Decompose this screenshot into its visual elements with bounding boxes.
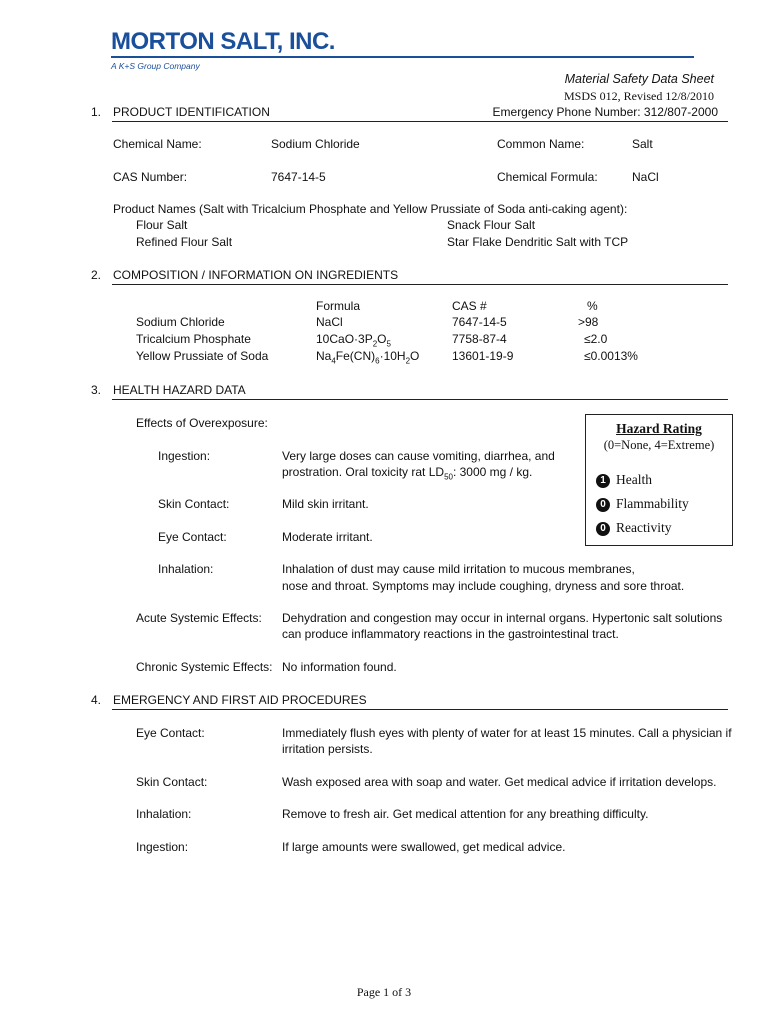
cas-number-label: CAS Number: xyxy=(113,170,188,184)
product-name: Flour Salt xyxy=(136,218,188,232)
hazard-rating-scale: (0=None, 4=Extreme) xyxy=(603,438,715,452)
hazard-health-row xyxy=(596,472,652,488)
ingredient-formula: NaCl xyxy=(316,315,343,329)
hazard-rating-box xyxy=(585,414,733,546)
section-2-number: 2. xyxy=(91,268,102,282)
common-name-value: Salt xyxy=(632,137,653,151)
skin-contact-label: Skin Contact: xyxy=(158,497,230,511)
hazard-reactivity-label: Reactivity xyxy=(616,520,672,535)
hazard-reactivity-row xyxy=(596,520,671,536)
column-header-cas: CAS # xyxy=(452,299,487,313)
skin-contact-text: Mild skin irritant. xyxy=(282,497,369,511)
first-aid-inhalation-label: Inhalation: xyxy=(136,807,192,821)
first-aid-eye-text: Immediately flush eyes with plenty of water for at least 15 minutes. Call a physician if xyxy=(282,726,732,740)
ingestion-text: Very large doses can cause vomiting, diarrhea, and xyxy=(282,449,555,463)
eye-contact-text: Moderate irritant. xyxy=(282,530,373,544)
ingredient-name: Tricalcium Phosphate xyxy=(136,332,251,346)
section-4-rule xyxy=(112,709,728,710)
product-name: Star Flake Dendritic Salt with TCP xyxy=(447,235,629,249)
chronic-effects-label: Chronic Systemic Effects: xyxy=(136,660,273,674)
chronic-effects-text: No information found. xyxy=(282,660,397,674)
section-1-title: PRODUCT IDENTIFICATION xyxy=(113,105,270,119)
section-3-number: 3. xyxy=(91,383,102,397)
product-name: Snack Flour Salt xyxy=(447,218,536,232)
product-names-heading: Product Names (Salt with Tricalcium Phosphate and Yellow Prussiate of Soda anti-caking agent): xyxy=(113,202,628,216)
inhalation-label: Inhalation: xyxy=(158,562,214,576)
first-aid-skin-text: Wash exposed area with soap and water. Get medical advice if irritation develops. xyxy=(282,775,717,789)
emergency-phone: Emergency Phone Number: 312/807-2000 xyxy=(492,105,718,119)
acute-effects-label: Acute Systemic Effects: xyxy=(136,611,262,625)
ingredient-cas: 13601-19-9 xyxy=(452,349,514,363)
hazard-reactivity-value: 0 xyxy=(596,522,610,536)
hazard-flammability-label: Flammability xyxy=(616,496,689,511)
company-tagline: A K+S Group Company xyxy=(111,61,200,71)
document-title: Material Safety Data Sheet xyxy=(564,72,714,86)
page-number: Page 1 of 3 xyxy=(356,985,412,999)
ingredient-name: Sodium Chloride xyxy=(136,315,225,329)
ingredient-percent: ≤2.0 xyxy=(584,332,608,346)
chemical-formula-label: Chemical Formula: xyxy=(497,170,598,184)
ingredient-formula: $Na_4Fe(CN)_6\cdot 10H_2O$ xyxy=(316,349,420,366)
ingestion-text: prostration. Oral toxicity rat $LD_{50}$: 3000 mg / kg. xyxy=(282,465,533,482)
section-1-number: 1. xyxy=(91,105,102,119)
section-4-title: EMERGENCY AND FIRST AID PROCEDURES xyxy=(113,693,367,707)
first-aid-eye-text: irritation persists. xyxy=(282,742,373,756)
inhalation-text: Inhalation of dust may cause mild irritation to mucous membranes, xyxy=(282,562,635,576)
revision-line: MSDS 012, Revised 12/8/2010 xyxy=(563,89,714,103)
acute-effects-text: can produce inflammatory reactions in the gastrointestinal tract. xyxy=(282,627,619,641)
ingredient-cas: 7647-14-5 xyxy=(452,315,507,329)
company-logo: MORTON SALT, INC. xyxy=(111,28,335,55)
inhalation-text: nose and throat. Symptoms may include coughing, dryness and sore throat. xyxy=(282,579,685,593)
ingredient-name: Yellow Prussiate of Soda xyxy=(136,349,269,363)
ingestion-label: Ingestion: xyxy=(158,449,211,463)
ingredient-percent: >98 xyxy=(578,315,599,329)
hazard-health-label: Health xyxy=(616,472,652,487)
cas-number-value: 7647-14-5 xyxy=(271,170,326,184)
product-name: Refined Flour Salt xyxy=(136,235,233,249)
hazard-flammability-row xyxy=(596,496,689,512)
ingredient-cas: 7758-87-4 xyxy=(452,332,507,346)
first-aid-inhalation-text: Remove to fresh air. Get medical attention for any breathing difficulty. xyxy=(282,807,649,821)
section-3-rule xyxy=(112,399,728,400)
chemical-name-value: Sodium Chloride xyxy=(271,137,360,151)
acute-effects-text: Dehydration and congestion may occur in internal organs. Hypertonic salt solutions xyxy=(282,611,723,625)
column-header-formula: Formula xyxy=(316,299,361,313)
section-1-rule xyxy=(112,121,728,122)
logo-rule xyxy=(111,56,694,58)
section-4-number: 4. xyxy=(91,693,102,707)
ingredient-formula: $10CaO\cdot 3P_2O_5$ xyxy=(316,332,391,349)
first-aid-ingestion-text: If large amounts were swallowed, get medical advice. xyxy=(282,840,566,854)
column-header-percent: % xyxy=(587,299,598,313)
eye-contact-label: Eye Contact: xyxy=(158,530,227,544)
hazard-rating-title: Hazard Rating xyxy=(616,421,702,436)
first-aid-skin-label: Skin Contact: xyxy=(136,775,208,789)
hazard-health-value: 1 xyxy=(596,474,610,488)
section-2-rule xyxy=(112,284,728,285)
chemical-name-label: Chemical Name: xyxy=(113,137,202,151)
chemical-formula-value: NaCl xyxy=(632,170,659,184)
section-3-title: HEALTH HAZARD DATA xyxy=(113,383,246,397)
hazard-flammability-value: 0 xyxy=(596,498,610,512)
first-aid-ingestion-label: Ingestion: xyxy=(136,840,189,854)
ingredient-percent: ≤0.0013% xyxy=(584,349,638,363)
effects-of-overexposure-label: Effects of Overexposure: xyxy=(136,416,268,430)
common-name-label: Common Name: xyxy=(497,137,585,151)
first-aid-eye-label: Eye Contact: xyxy=(136,726,205,740)
section-2-title: COMPOSITION / INFORMATION ON INGREDIENTS xyxy=(113,268,399,282)
